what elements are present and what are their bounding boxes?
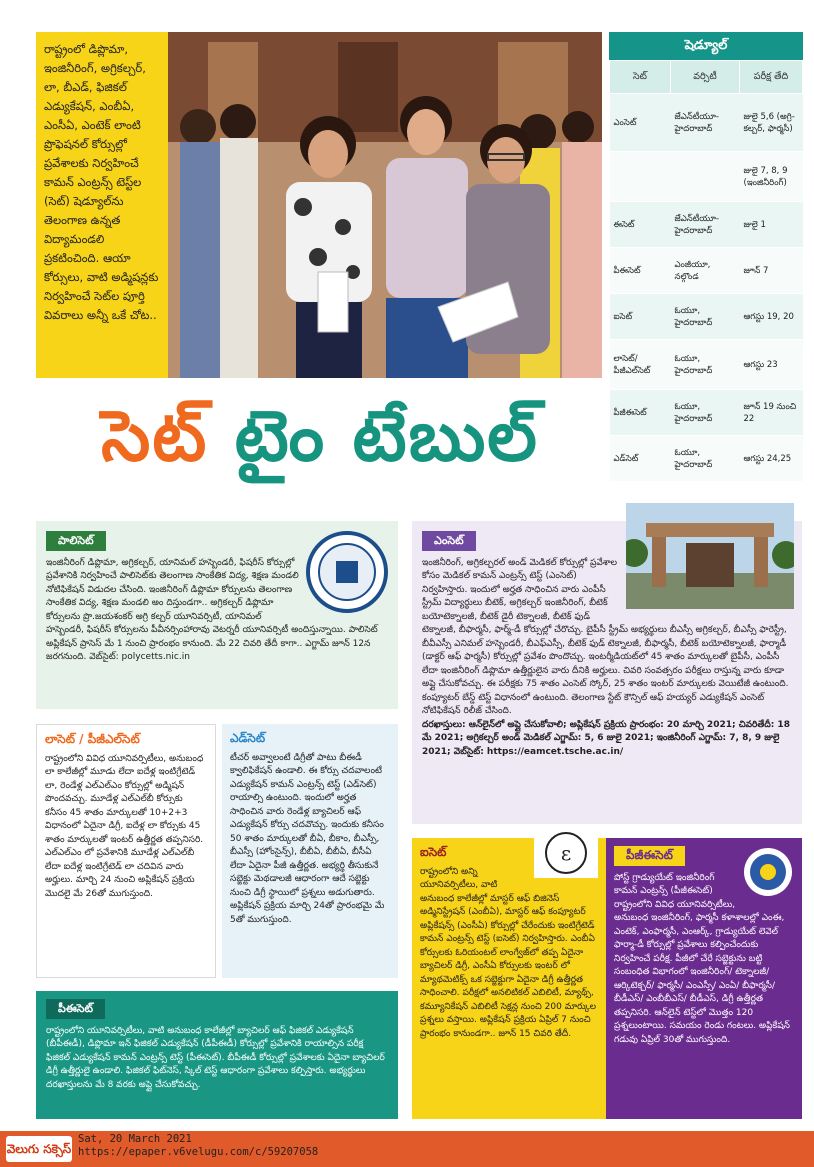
schedule-col-set: సెట్ <box>610 61 671 94</box>
edcet-section <box>222 724 398 978</box>
university-gate-image <box>626 503 794 609</box>
polycet-seal-icon <box>306 531 388 613</box>
schedule-date: ఆగస్టు 24,25 <box>740 436 803 482</box>
emcet-text: ఇంజినీరింగ్, అగ్రికల్చరల్ అండ్ మెడికల్ కోర్సుల్లో ప్రవేశాల కోసం మెడికల్ కామన్ ఎంట్రన్స్ టెస్ట్ (ఎంసెట్) నిర్వహిస్తారు. ఇందులో అర్హత సాధించిన వారు ఎంపీసీ స్ట్రీమ్ విద్యార్థులు బీటెక్, అగ్రికల్చర్ ఇంజినీరింగ్, బీటెక్ బయోటెక్నాలజీ, బీటెక్ డైరీ టెక్నాలజీ, బీటెక్ ఫుడ్ టెక్నాలజీ, బీఫార్మసీ, ఫార్మ్-డీ కోర్సుల్లో చేరొచ్చు. బైపీసీ స్ట్రీమ్ అభ్యర్థులు బీఎస్సీ అగ్రికల్చర్, బీఎస్సీ ఫారెస్ట్రీ, బీవీఎస్సీ ఎనిమల్ హస్బెండరీ, బీఎఫ్‌ఎస్సీ, బీటెక్ ఫుడ్ టెక్నాలజీ, బీఫార్మసీ, బీటెక్ బయోటెక్నాలజీ, ఫార్మాడీ (డాక్టర్ ఆఫ్ ఫార్మసీ) కోర్సుల్లో ప్రవేశం పొందొచ్చు. ఇంటర్మీడియట్‌లో 45 శాతం మార్కులతో బైపీసీ, ఎంపీసీ లేదా ఇంజినీరింగ్ డిప్లొమా ఉత్తీర్ణులైన వారు దీనికి అర్హులు. చివరి సంవత్సరం పరీక్షలు రాస్తున్న వారు కూడా అప్లై చేసుకోవచ్చు. ఈ పరీక్షకు 75 శాతం ఎంసెట్ స్కోర్, 25 శాతం ఇంటర్ మార్కులకు వెయిటేజీ ఉంటుంది. కంప్యూటర్ బేస్డ్ టెస్ట్ విధానంలో ఉంటుంది. తెలంగాణ స్టేట్ కౌన్సిల్ ఆఫ్ హయ్యర్ ఎడ్యుకేషన్ ఎంసెట్ నోటిఫికేషన్ రిలీజ్ చేసింది. <box>422 557 789 716</box>
lawcet-text: రాష్ట్రంలోని వివిధ యూనివర్సిటీలు, అనుబంధ లా కాలేజీల్లో మూడు లేదా ఐదేళ్ల ఇంటిగ్రేటెడ్ లా, రెండేళ్ల ఎల్‌ఎల్‌ఎం కోర్సుల్లో అడ్మిషన్ పొందవచ్చు. మూడేళ్ల ఎల్‌ఎల్‌బీ కోర్సుకు కనీసం 45 శాతం మార్కులతో 10+2+3 విధానంలో ఏదైనా డిగ్రీ, ఐదేళ్ల లా కోర్సుకు 45 శాతం మార్కులతో ఇంటర్ ఉత్తీర్ణత తప్పనిసరి. ఎల్‌ఎల్‌ఎం లో ప్రవేశానికి మూడేళ్ల ఎల్‌ఎల్‌బీ లేదా ఐదేళ్ల ఇంటిగ్రేటెడ్ లా చదివిన వారు అర్హులు. మార్చి 24 నుంచి అప్లికేషన్ ప్రక్రియ మొదలై మే 26తో ముగుస్తుంది. <box>45 753 204 899</box>
svg-text:ε: ε <box>560 841 572 865</box>
schedule-set: లాసెట్/ పీజీఎల్‌సెట్ <box>610 340 671 390</box>
icet-text: రాష్ట్రంలోని అన్ని యూనివర్సిటీలు, వాటి అనుబంధ కాలేజీల్లో మాస్టర్ ఆఫ్ బిజినెస్ అడ్మినిస్ట్రేషన్ (ఎంబీఏ), మాస్టర్ ఆఫ్ కంప్యూటర్ అప్లికేషన్స్ (ఎంసీఏ) కోర్సుల్లో చేరేందుకు ఇంటిగ్రేటెడ్ కామన్ ఎంట్రన్స్ టెస్ట్ (ఐసెట్) నిర్వహిస్తారు. ఎంబీఏ కోర్సులకు ఓరియంటల్ లాంగ్వేజ్‌లో తప్ప ఏదైనా బ్యాచిలర్ డిగ్రీ, ఎంసీఏ కోర్సులకు ఇంటర్ లో మ్యాథమెటిక్స్ ఒక సబ్జెక్టుగా ఏదైనా డిగ్రీ ఉత్తీర్ణత సాధించాలి. పరీక్షలో అనలిటికల్ ఎబిలిటీ, మ్యాథ్స్, కమ్యూనికేషన్ ఎబిలిటీ సెక్షన్ల నుంచి 200 మార్కుల ప్రశ్నలు వస్తాయి. అప్లికేషన్ ప్రక్రియ ఏప్రిల్ 7 నుంచి ప్రారంభం కానుండగా.. జూన్ 15 చివరి తేదీ. <box>420 866 597 1039</box>
icet-logo <box>534 828 598 878</box>
footer-date: Sat, 20 March 2021 <box>78 1133 192 1145</box>
pecet-section <box>36 991 398 1119</box>
schedule-date: జూన్ 7 <box>740 248 803 294</box>
schedule-title: షెడ్యూల్ <box>609 32 803 60</box>
pecet-title: పీఈసెట్ <box>46 999 105 1019</box>
schedule-grid <box>609 60 803 482</box>
pgecet-logo <box>742 846 794 898</box>
schedule-university: ఓయూ, హైదరాబాద్ <box>671 436 740 482</box>
students-photo-illustration <box>168 32 602 378</box>
table-row <box>610 390 803 436</box>
schedule-date: ఆగస్టు 23 <box>740 340 803 390</box>
schedule-university: ఓయూ, హైదరాబాద్ <box>671 390 740 436</box>
schedule-table <box>609 32 803 484</box>
polycet-text: ఇంజినీరింగ్ డిప్లొమా, అగ్రికల్చర్, యానిమల్ హస్బెండరీ, ఫిషరీస్ కోర్సుల్లో ప్రవేశానికి నిర్వహించే పాలిసెట్‌కు తెలంగాణ సాంకేతిక విద్య, శిక్షణ మండలి నోటిఫికేషన్ విడుదల చేసింది. ఇంజినీరింగ్ డిప్లొమా కోర్సులను తెలంగాణ సాంకేతిక విద్య, శిక్షణ మండలి అం దిస్తుండగా.. అగ్రికల్చర్ డిప్లొమా కోర్సులను ప్రొ.జయశంకర్ అగ్రి కల్చర్ యూనివర్సిటీ, యానిమల్ హస్బెండరీ, ఫిషరీస్ కోర్సులను పీవీనర్సింహారావు వెటర్నరీ యూనివర్సిటీ అందిస్తున్నాయి. పాలిసెట్ అప్లికేషన్ ప్రాసెస్ మే 1 నుంచి ప్రారంభం కానుంది. మే 22 చివరి తేదీ కాగా.. ఎగ్జామ్ జూన్ 12న జరగనుంది. వెబ్‌సైట్: polycetts.nic.in <box>46 557 378 662</box>
icet-section <box>412 838 606 1119</box>
schedule-set: పీజీఈసెట్ <box>610 390 671 436</box>
footer-url[interactable]: https://epaper.v6velugu.com/c/59207058 <box>78 1146 319 1158</box>
osmania-logo-icon <box>534 828 598 878</box>
schedule-set: ఎంసెట్ <box>610 94 671 152</box>
schedule-university: ఓయూ, హైదరాబాద్ <box>671 340 740 390</box>
students-photo <box>168 32 602 378</box>
schedule-university: ఎంజీయూ, నల్గొండ <box>671 248 740 294</box>
pgecet-title: పీజీఈసెట్ <box>614 846 685 866</box>
icet-title: ఐసెట్ <box>420 845 447 859</box>
intro-text: రాష్ట్రంలో డిప్లొమా, ఇంజినీరింగ్, అగ్రికల్చర్, లా, బీఎడ్, ఫిజికల్ ఎడ్యుకేషన్, ఎంబీఏ, ఎంసీఏ, ఎంటెక్ లాంటి ప్రొఫెషనల్ కోర్సుల్లో ప్రవేశాలకు నిర్వహించే కామన్ ఎంట్రన్స్ టెస్ట్‌ల (సెట్) షెడ్యూల్‌ను తెలంగాణ ఉన్నత విద్యామండలి ప్రకటించింది. ఆయా కోర్సులు, వాటి అడ్మిషన్లకు నిర్వహించే సెట్‌ల పూర్తి వివరాలు అన్నీ ఒకే చోట.. <box>44 42 159 322</box>
schedule-university: ఓయూ, హైదరాబాద్ <box>671 294 740 340</box>
schedule-university: జేఎన్‌టీయూ-హైదరాబాద్ <box>671 202 740 248</box>
schedule-set: ఐసెట్ <box>610 294 671 340</box>
lawcet-title: లాసెట్ / పీజీఎల్‌సెట్ <box>45 732 140 746</box>
table-row <box>610 436 803 482</box>
emcet-section <box>412 521 802 824</box>
schedule-set: పీఈసెట్ <box>610 248 671 294</box>
table-row <box>610 94 803 152</box>
table-row <box>610 294 803 340</box>
edcet-title: ఎడ్‌సెట్ <box>230 731 266 745</box>
schedule-university: జేఎన్‌టీయూ-హైదరాబాద్ <box>671 94 740 152</box>
polycet-title: పాలిసెట్ <box>46 531 106 551</box>
polycet-logo <box>306 531 388 613</box>
lawcet-section <box>36 724 216 978</box>
schedule-date: జులై 5,6 (అగ్రి-కల్చర్, ఫార్మసీ) <box>740 94 803 152</box>
headline <box>40 386 600 486</box>
schedule-set: ఎడ్‌సెట్ <box>610 436 671 482</box>
table-row <box>610 152 803 202</box>
table-row <box>610 340 803 390</box>
footer-meta <box>78 1133 318 1159</box>
pgecet-section <box>606 838 802 1119</box>
schedule-col-university: వర్సిటీ <box>671 61 740 94</box>
pecet-text: రాష్ట్రంలోని యూనివర్సిటీలు, వాటి అనుబంధ కాలేజీల్లో బ్యాచిలర్ ఆఫ్ ఫిజికల్ ఎడ్యుకేషన్ (బీపీఈడీ), డిప్లొమా ఇన్ ఫిజికల్ ఎడ్యుకేషన్ (డీపీఈడీ) కోర్సుల్లో ప్రవేశానికి రాయాల్సిన పరీక్ష ఫిజికల్ ఎడ్యుకేషన్ కామన్ ఎంట్రన్స్ టెస్ట్ (పీఈసెట్). బీపీఈడీ కోర్సుల్లో ప్రవేశాలకు ఏదైనా బ్యాచిలర్ డిగ్రీ ఉత్తీర్ణులై ఉండాలి. ఫిజికల్ ఫిట్‌నెస్, స్కిల్ టెస్ట్ ఆధారంగా ప్రవేశాలు కల్పిస్తారు. అభ్యర్థులు దరఖాస్తులను మే 8 వరకు అప్లై చేసుకోవచ్చు. <box>46 1025 385 1090</box>
schedule-date: జులై 1 <box>740 202 803 248</box>
table-row <box>610 248 803 294</box>
schedule-set: ఈసెట్ <box>610 202 671 248</box>
headline-word-1: సెట్ <box>101 395 209 477</box>
schedule-university <box>671 152 740 202</box>
intro-box <box>36 32 168 378</box>
schedule-date: జులై 7, 8, 9 (ఇంజినీరింగ్) <box>740 152 803 202</box>
emcet-photo <box>626 503 794 609</box>
schedule-set <box>610 152 671 202</box>
polycet-section <box>36 521 398 709</box>
schedule-date: జూన్ 19 నుంచి 22 <box>740 390 803 436</box>
pgecet-text: పోస్ట్ గ్రాడ్యుయేట్ ఇంజినీరింగ్ కామన్ ఎంట్రన్స్ (పీజీఈసెట్) రాష్ట్రంలోని వివిధ యూనివర్సిటీలు, అనుబంధ ఇంజినీరింగ్, ఫార్మసీ కళాశాలల్లో ఎంఈ, ఎంటెక్, ఎంఫార్మసీ, ఎంఆర్క్, గ్రాడ్యుయేట్ లెవెల్ ఫార్మా-డీ కోర్సుల్లో ప్రవేశాలు కల్పించేందుకు నిర్వహించే పరీక్ష. పీజీలో చేరే సబ్జెక్టును బట్టి సంబంధిత విభాగంలో ఇంజినీరింగ్/ టెక్నాలజీ/ ఆర్కిటెక్చర్/ ఫార్మసీ/ ఎంఎస్సీ/ ఎంఏ/ బీఫార్మసీ/ బీడీఎస్/ ఎంబీబీఎస్/ బీడీఎస్, డిగ్రీ ఉత్తీర్ణత తప్పనిసరి. ఆన్‌లైన్ టెస్ట్‌లో మొత్తం 120 ప్రశ్నలుంటాయి. సమయం రెండు గంటలు. అప్లికేషన్ గడువు ఏప్రిల్ 30తో ముగుస్తుంది. <box>614 872 790 1045</box>
headline-word-2: టైం టేబుల్ <box>234 395 539 477</box>
edcet-text: టీచర్ అవ్వాలంటే డిగ్రీతో పాటు బీఈడీ క్వాలిఫికేషన్ ఉండాలి. ఈ కోర్సు చదవాలంటే ఎడ్యుకేషన్ కామన్ ఎంట్రన్స్ టెస్ట్ (ఎడ్‌సెట్) రాయాల్సి ఉంటుంది. ఇందులో అర్హత సాధించిన వారు రెండేళ్ల బ్యాచిలర్ ఆఫ్ ఎడ్యుకేషన్ కోర్సు చదవొచ్చు. ఇందుకు కనీసం 50 శాతం మార్కులతో బీఏ, బీకాం, బీఎస్సీ, బీఎస్సీ (హోంసైన్స్), బీబీఏ, బీబీఏ, బీసీఏ లేదా ఏదైనా పీజీ ఉత్తీర్ణత. అభ్యర్థి తీసుకునే సబ్జెక్టు మెథడాలజీ ఆధారంగా ఆదే సబ్జెక్టు నుంచి డిగ్రీ స్థాయిలో ప్రశ్నలు అడుగుతారు. అప్లికేషన్ ప్రక్రియ మార్చి 24తో ప్రారంభమై మే 5తో ముగుస్తుంది. <box>230 752 385 925</box>
pgecet-seal-icon <box>742 846 794 898</box>
schedule-col-date: పరీక్ష తేది <box>740 61 803 94</box>
schedule-date: ఆగస్టు 19, 20 <box>740 294 803 340</box>
emcet-details: దరఖాస్తులు: ఆన్‌లైన్‌లో అప్లై చేసుకోవాలి; అప్లికేషన్ ప్రక్రియ ప్రారంభం: 20 మార్చి 2021; చివరితేదీ: 18 మే 2021; అగ్రికల్చర్ అండ్ మెడికల్ ఎగ్జామ్: 5, 6 జులై 2021; ఇంజినీరింగ్ ఎగ్జామ్: 7, 8, 9 జులై 2021; వెబ్‌సైట్: https://eamcet.tsche.ac.in/ <box>422 719 790 757</box>
brand-logo: వెలుగు సక్సెస్ <box>6 1136 72 1162</box>
emcet-title: ఎంసెట్ <box>422 531 476 551</box>
table-row <box>610 202 803 248</box>
